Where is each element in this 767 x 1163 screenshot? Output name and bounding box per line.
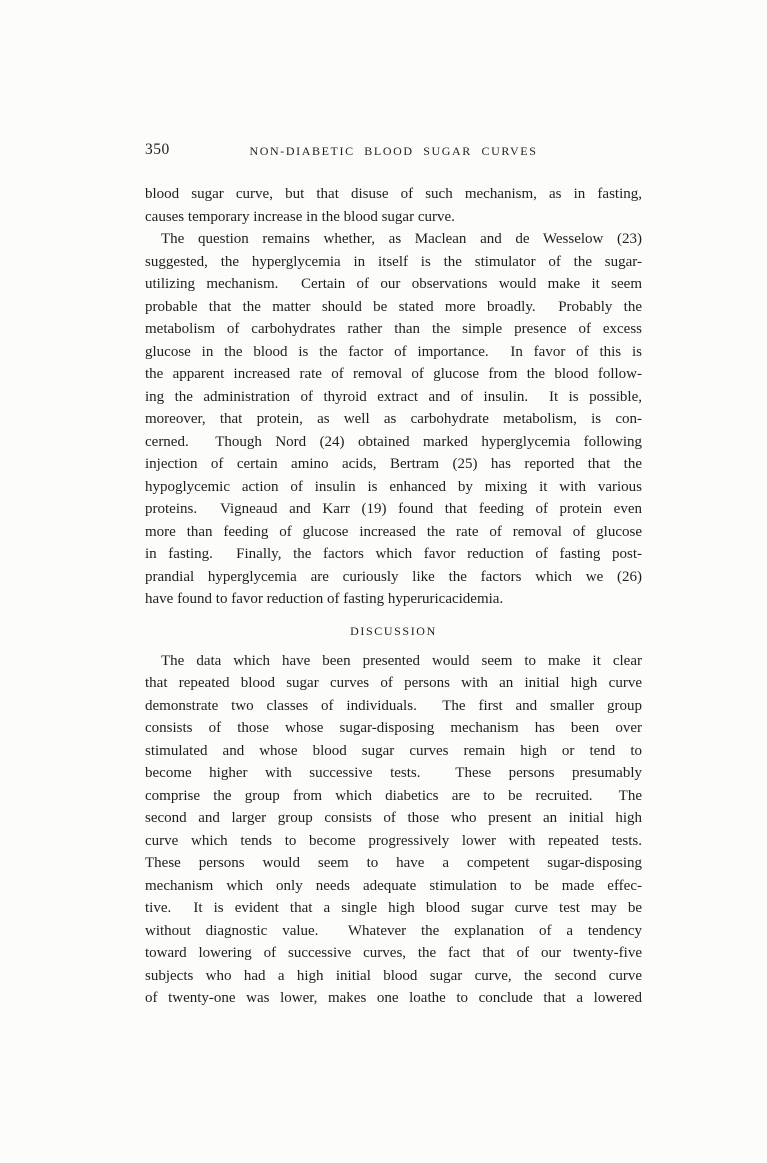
section-heading: DISCUSSION <box>350 623 437 638</box>
text-line: more than feeding of glucose increased the rate of removal of glucose <box>145 523 642 540</box>
text-line: metabolism of carbohydrates rather than the simple presence of excess <box>145 321 642 337</box>
text-line: These persons would seem to have a competent sugar-disposing <box>145 855 642 871</box>
text-line: injection of certain amino acids, Bertram (25) has reported that the <box>145 456 642 472</box>
text-line: cerned. Though Nord (24) obtained marked hyperglycemia following <box>145 433 642 450</box>
paragraph <box>145 183 642 228</box>
text-line: tive. It is evident that a single high blood sugar curve test may be <box>145 900 642 916</box>
text-line: proteins. Vigneaud and Karr (19) found that feeding of protein even <box>145 501 642 517</box>
text-line: curve which tends to become progressively lower with repeated tests. <box>145 832 642 849</box>
text-line: without diagnostic value. Whatever the explanation of a tendency <box>145 922 642 939</box>
text-line: causes temporary increase in the blood sugar curve. <box>145 208 455 225</box>
text-line: ing the administration of thyroid extract and of insulin. It is possible, <box>145 388 642 405</box>
text-line: The question remains whether, as Maclean and de Wesselow (23) <box>161 231 642 247</box>
text-line: glucose in the blood is the factor of importance. In favor of this is <box>145 343 642 360</box>
text-line: mechanism which only needs adequate stimulation to be made effec- <box>145 877 642 894</box>
page-header <box>145 141 642 159</box>
text-line: probable that the matter should be stated more broadly. Probably the <box>145 298 642 315</box>
text-line: blood sugar curve, but that disuse of such mechanism, as in fasting, <box>145 186 642 202</box>
text-line: toward lowering of successive curves, the fact that of our twenty-five <box>145 945 642 961</box>
text-line: The data which have been presented would seem to make it clear <box>161 652 642 669</box>
text-line: consists of those whose sugar-disposing mechanism has been over <box>145 720 642 736</box>
text-line: hypoglycemic action of insulin is enhanced by mixing it with various <box>145 478 642 495</box>
text-line: in fasting. Finally, the factors which favor reduction of fasting post- <box>145 546 642 562</box>
text-line: moreover, that protein, as well as carbohydrate metabolism, is con- <box>145 411 642 427</box>
text-line: prandial hyperglycemia are curiously like the factors which we (26) <box>145 568 642 585</box>
text-line: suggested, the hyperglycemia in itself is the stimulator of the sugar- <box>145 253 642 270</box>
text-line: of twenty-one was lower, makes one loathe to conclude that a lowered <box>145 990 642 1006</box>
text-line: the apparent increased rate of removal of glucose from the blood follow- <box>145 366 642 382</box>
text-column <box>145 141 642 1010</box>
text-line: have found to favor reduction of fasting hyperuricacidemia. <box>145 591 504 607</box>
text-line: that repeated blood sugar curves of persons with an initial high curve <box>145 675 642 691</box>
text-line: demonstrate two classes of individuals. The first and smaller group <box>145 697 642 714</box>
text-body <box>145 183 642 1010</box>
paragraph <box>145 228 642 611</box>
text-line: comprise the group from which diabetics are to be recruited. The <box>145 787 642 804</box>
text-line: subjects who had a high initial blood sugar curve, the second curve <box>145 967 642 984</box>
running-title: NON-DIABETIC BLOOD SUGAR CURVES <box>249 144 538 158</box>
text-line: utilizing mechanism. Certain of our observations would make it seem <box>145 276 642 292</box>
text-line: stimulated and whose blood sugar curves remain high or tend to <box>145 742 642 759</box>
paragraph <box>145 650 642 1010</box>
text-line: become higher with successive tests. These persons presumably <box>145 765 642 781</box>
page-number: 350 <box>145 141 170 158</box>
text-line: second and larger group consists of those who present an initial high <box>145 810 642 826</box>
